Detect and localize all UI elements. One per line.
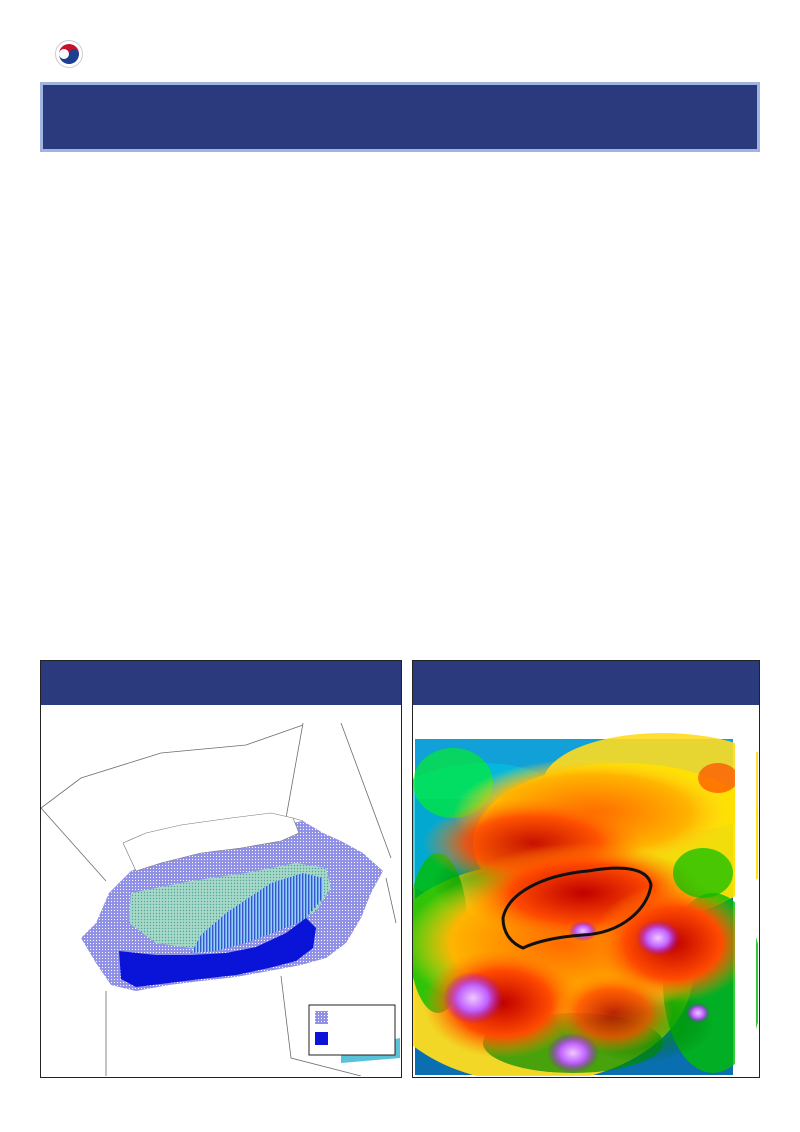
bulletin-text [40,268,762,314]
legend-advisory-swatch [315,1011,328,1024]
title-banner [40,82,760,152]
radar-color-scale [735,739,756,1075]
warning-status-panel [40,660,402,1078]
agency-logo [55,40,89,68]
warning-status-heading [41,661,401,705]
radar-heading [413,661,759,705]
legend-warning-swatch [315,1032,328,1045]
radar-image [413,723,758,1076]
taegeuk-icon [55,40,83,68]
warning-map [41,723,400,1076]
map-legend [309,1005,395,1055]
radar-panel [412,660,760,1078]
radar-field [413,733,758,1076]
